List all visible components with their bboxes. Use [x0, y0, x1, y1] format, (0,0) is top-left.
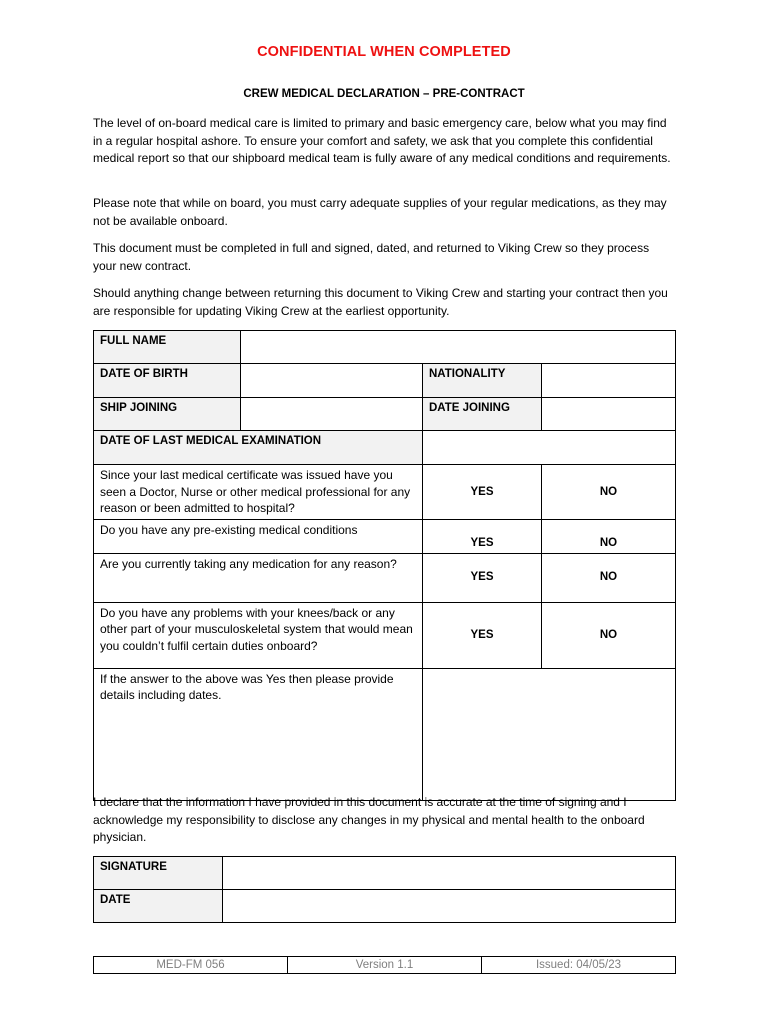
signature-label: SIGNATURE [94, 857, 223, 890]
signature-field[interactable] [223, 857, 676, 890]
date-label: DATE [94, 890, 223, 923]
question-doctor-visit: Since your last medical certificate was issued have you seen a Doctor, Nurse or other medical professional for any reason or been admitted to hospital? [94, 465, 423, 520]
footer-table [93, 956, 676, 974]
question-musculoskeletal-no[interactable]: NO [542, 602, 676, 668]
nationality-field[interactable] [542, 364, 676, 398]
last-medical-exam-label: DATE OF LAST MEDICAL EXAMINATION [94, 431, 423, 465]
intro-paragraph-4: Should anything change between returning this document to Viking Crew and starting your contract then you are responsible for updating Viking Crew at the earliest opportunity. [93, 286, 668, 318]
question-musculoskeletal-yes[interactable]: YES [423, 602, 542, 668]
intro-paragraph-1: The level of on-board medical care is limited to primary and basic emergency care, below what you may find in a regular hospital ashore. To ensure your comfort and safety, we ask that you complete this confidential medical report so that our shipboard medical team is fully aware of any medical conditions and requirements. [93, 116, 671, 165]
question-medication-no[interactable]: NO [542, 553, 676, 602]
question-medication-yes[interactable]: YES [423, 553, 542, 602]
declaration-text: I declare that the information I have provided in this document is accurate at the time of signing and I acknowledge my responsibility to disclose any changes in my physical and mental health to the onboard physician. [93, 795, 645, 844]
intro-paragraph-3: This document must be completed in full and signed, dated, and returned to Viking Crew so they process your new contract. [93, 241, 650, 273]
date-of-birth-field[interactable] [241, 364, 423, 398]
full-name-field[interactable] [241, 331, 676, 364]
question-doctor-visit-no[interactable]: NO [542, 465, 676, 520]
full-name-label: FULL NAME [94, 331, 241, 364]
question-pre-existing-conditions: Do you have any pre-existing medical conditions [94, 519, 423, 553]
last-medical-exam-field[interactable] [423, 431, 676, 465]
question-pre-existing-conditions-yes[interactable]: YES [423, 519, 542, 553]
question-pre-existing-conditions-no[interactable]: NO [542, 519, 676, 553]
document-title: CREW MEDICAL DECLARATION – PRE-CONTRACT [243, 88, 525, 100]
footer-issued-date: Issued: 04/05/23 [482, 957, 676, 974]
question-musculoskeletal: Do you have any problems with your knees/back or any other part of your musculoskeletal system that would mean you couldn’t fulfil certain duties onboard? [94, 602, 423, 668]
signature-table [93, 856, 676, 923]
ship-joining-label: SHIP JOINING [94, 398, 241, 431]
ship-joining-field[interactable] [241, 398, 423, 431]
date-of-birth-label: DATE OF BIRTH [94, 364, 241, 398]
date-joining-field[interactable] [542, 398, 676, 431]
question-doctor-visit-yes[interactable]: YES [423, 465, 542, 520]
details-field[interactable] [423, 668, 676, 800]
date-joining-label: DATE JOINING [423, 398, 542, 431]
date-field[interactable] [223, 890, 676, 923]
intro-paragraph-2: Please note that while on board, you must carry adequate supplies of your regular medications, as they may not be available onboard. [93, 196, 667, 228]
footer-version: Version 1.1 [288, 957, 482, 974]
footer-doc-code: MED-FM 056 [94, 957, 288, 974]
confidential-banner: CONFIDENTIAL WHEN COMPLETED [257, 44, 511, 60]
details-prompt: If the answer to the above was Yes then please provide details including dates. [94, 668, 423, 800]
question-medication: Are you currently taking any medication for any reason? [94, 553, 423, 602]
medical-form-table [93, 330, 676, 801]
nationality-label: NATIONALITY [423, 364, 542, 398]
